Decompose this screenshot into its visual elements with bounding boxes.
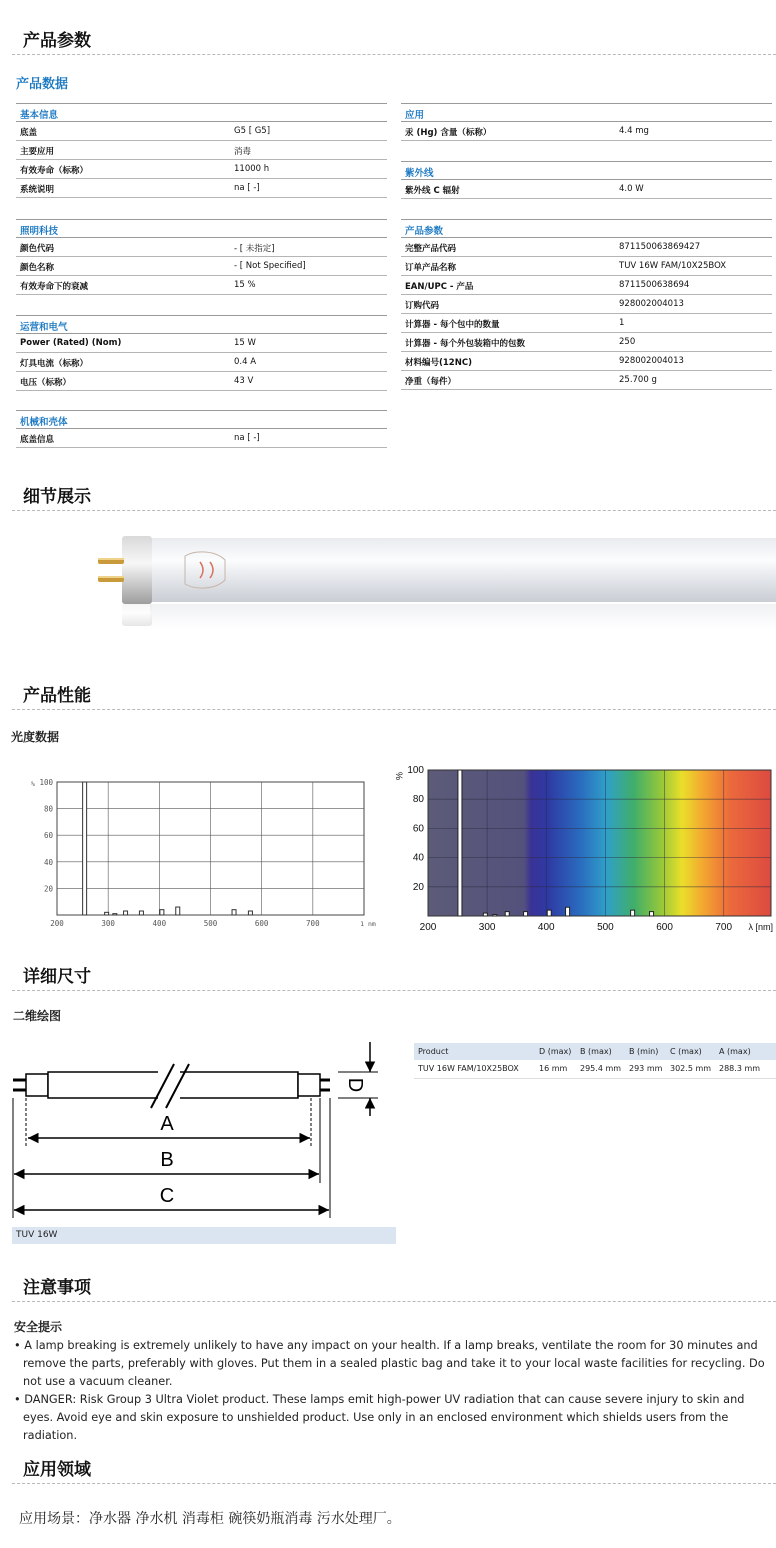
spectral-line-bar	[547, 910, 551, 916]
spec-row	[16, 429, 387, 448]
spectral-line-bar	[248, 911, 252, 915]
section-header-notice	[0, 1273, 776, 1303]
spec-key: 颜色代码	[20, 244, 55, 254]
spec-key: 灯具电流（标称）	[20, 359, 89, 369]
spectral-line-bar	[493, 915, 497, 916]
dashed-divider	[12, 1483, 776, 1484]
spec-row	[16, 141, 387, 160]
col-header: B (max)	[580, 1047, 612, 1056]
spec-key: 有效寿命下的衰减	[20, 282, 89, 292]
x-tick-label: 200	[50, 919, 64, 928]
section-title: 应用领域	[23, 1460, 91, 1480]
safety-notes	[14, 1337, 774, 1445]
col-header: B (min)	[629, 1047, 659, 1056]
spec-row	[16, 238, 387, 257]
dimension-table	[414, 1043, 776, 1079]
spec-value: 15 W	[234, 338, 256, 348]
spec-key: 材料编号(12NC)	[405, 358, 472, 368]
y-tick-label: 40	[43, 857, 53, 867]
spec-value: 8711500638694	[619, 280, 690, 290]
spec-row	[401, 295, 772, 314]
dimension-drawing	[8, 1038, 393, 1232]
spec-group	[401, 219, 772, 390]
spec-value: na [ -]	[234, 183, 260, 193]
photometric-title: 光度数据	[11, 730, 60, 744]
y-tick-label: 80	[43, 804, 53, 814]
spectral-line-bar	[176, 907, 180, 915]
spec-key: 底盖	[20, 128, 38, 138]
section-header-params	[0, 26, 776, 56]
y-tick-label: 20	[412, 881, 424, 893]
x-tick-label: 600	[254, 919, 269, 928]
x-tick-label: 300	[478, 922, 496, 933]
spec-value: 25.700 g	[619, 375, 657, 385]
x-tick-label: 200	[419, 922, 437, 933]
spec-key: 紫外线 C 辐射	[405, 186, 460, 196]
spec-key: Power (Rated) (Nom)	[20, 338, 122, 348]
spectral-line-bar	[232, 910, 236, 915]
cell: 16 mm	[539, 1064, 568, 1073]
spectral-line-bar	[124, 911, 128, 915]
y-tick-label: 60	[412, 823, 424, 835]
spec-value: na [ -]	[234, 433, 260, 443]
spec-key: 汞 (Hg) 含量（标称）	[405, 128, 492, 138]
spectral-line-bar	[113, 914, 117, 915]
y-tick-label: 20	[43, 884, 53, 894]
spec-row	[16, 122, 387, 141]
section-title: 注意事项	[23, 1278, 91, 1298]
spectrum-background	[428, 770, 771, 916]
spec-value: 4.4 mg	[619, 126, 649, 136]
spec-row	[16, 160, 387, 179]
spec-key: 净重（每件）	[405, 377, 457, 387]
spec-row	[16, 257, 387, 276]
spec-key: 完整产品代码	[405, 244, 457, 254]
product-data-title: 产品数据	[16, 77, 69, 92]
spec-row	[401, 257, 772, 276]
spec-group-title: 照明科技	[16, 219, 387, 238]
cell: TUV 16W FAM/10X25BOX	[418, 1064, 519, 1073]
col-header: C (max)	[670, 1047, 702, 1056]
section-header-dimensions	[0, 962, 776, 992]
spec-group	[16, 219, 387, 295]
spectrum-chart-mono	[10, 772, 376, 941]
x-tick-label: 700	[715, 922, 733, 933]
dim-label-b: B	[160, 1149, 174, 1171]
spec-value: 4.0 W	[619, 184, 644, 194]
spec-group	[16, 410, 387, 448]
spec-row	[16, 179, 387, 198]
drawing-title: 二维绘图	[13, 1009, 62, 1023]
dashed-divider	[12, 990, 776, 991]
spec-group-title: 产品参数	[401, 219, 772, 238]
section-header-performance	[0, 681, 776, 711]
spec-key: 订单产品名称	[405, 263, 457, 273]
spec-value: 1	[619, 318, 625, 328]
safety-item: • A lamp breaking is extremely unlikely to have any impact on your health. If a lamp breaks, ventilate the room for 30 minutes and remove the parts, preferably with gloves. Put them in a sealed plastic bag and take it to your local waste facilities for recycling. Do not use a vacuum cleaner.	[14, 1339, 765, 1388]
spectral-line-bar	[105, 912, 109, 915]
col-header: A (max)	[719, 1047, 751, 1056]
section-title: 产品性能	[23, 686, 91, 706]
x-tick-label: 400	[537, 922, 555, 933]
spec-group-title: 紫外线	[401, 161, 772, 180]
spec-value: 250	[619, 337, 636, 347]
spectral-line-bar	[483, 913, 487, 916]
dim-label-a: A	[160, 1113, 174, 1135]
spec-key: 颜色名称	[20, 263, 55, 273]
spec-value: 928002004013	[619, 299, 684, 309]
spec-value: G5 [ G5]	[234, 126, 271, 136]
spec-key: 计算器 - 每个外包装箱中的包数	[405, 339, 525, 349]
dim-label-d: D	[344, 1077, 366, 1093]
spectral-line-bar	[83, 782, 87, 915]
spec-row	[16, 334, 387, 353]
cell: 293 mm	[629, 1064, 663, 1073]
x-tick-label: 500	[203, 919, 218, 928]
section-header-detail	[0, 482, 776, 512]
col-header: Product	[418, 1047, 449, 1056]
spec-value: 0.4 A	[234, 357, 257, 367]
spec-value: TUV 16W FAM/10X25BOX	[619, 261, 727, 271]
spec-row	[16, 372, 387, 391]
spec-key: 电压（标称）	[20, 378, 72, 388]
spec-row	[16, 353, 387, 372]
spec-key: EAN/UPC - 产品	[405, 282, 474, 292]
x-axis-label: 1 nm	[360, 920, 376, 928]
y-tick-label: 60	[43, 831, 53, 841]
spec-value: 11000 h	[234, 164, 270, 174]
spec-row	[401, 352, 772, 371]
spectral-line-bar	[505, 912, 509, 916]
section-title: 产品参数	[23, 31, 91, 51]
spec-key: 计算器 - 每个包中的数量	[405, 320, 500, 330]
spectral-line-bar	[160, 910, 164, 915]
y-unit-label: %	[31, 780, 35, 788]
spectral-line-bar	[139, 911, 143, 915]
spec-row	[401, 238, 772, 257]
spectral-line-bar	[524, 912, 528, 916]
spec-row	[401, 122, 772, 141]
spec-key: 主要应用	[20, 147, 55, 157]
spec-group-title: 应用	[401, 103, 772, 122]
spec-group	[16, 103, 387, 198]
spectral-line-bar	[631, 910, 635, 916]
lamp-tube-image	[90, 530, 776, 640]
x-tick-label: 400	[152, 919, 167, 928]
spec-group	[16, 315, 387, 391]
spec-row	[401, 333, 772, 352]
spec-value: 15 %	[234, 280, 256, 290]
x-tick-label: 700	[306, 919, 320, 928]
spec-group	[401, 161, 772, 199]
cell: 302.5 mm	[670, 1064, 712, 1073]
tuv-label-bar: TUV 16W	[12, 1227, 396, 1244]
spec-key: 有效寿命（标称）	[20, 166, 89, 176]
x-tick-label: 600	[656, 922, 673, 933]
section-title: 详细尺寸	[23, 967, 91, 987]
cell: 295.4 mm	[580, 1064, 622, 1073]
table-row	[414, 1060, 776, 1079]
y-tick-label: 40	[412, 852, 424, 864]
spec-value: - [ Not Specified]	[234, 261, 306, 271]
spec-row	[16, 276, 387, 295]
dashed-divider	[12, 54, 776, 55]
spec-key: 订购代码	[405, 301, 440, 311]
dim-label-c: C	[159, 1185, 175, 1207]
spectrum-chart-color	[385, 760, 775, 944]
section-header-application	[0, 1455, 776, 1485]
dashed-divider	[12, 510, 776, 511]
spectral-line-bar	[458, 770, 462, 916]
spec-value: - [ 未指定]	[234, 244, 275, 254]
y-tick-label: 100	[407, 765, 424, 776]
col-header: D (max)	[539, 1047, 572, 1056]
dashed-divider	[12, 1301, 776, 1302]
spec-key: 系统说明	[20, 185, 55, 195]
dimension-table-header	[414, 1043, 776, 1060]
spec-group	[401, 103, 772, 141]
spec-row	[401, 314, 772, 333]
safety-item: • DANGER: Risk Group 3 Ultra Violet product. These lamps emit high-power UV radiation that can cause severe injury to skin and eyes. Avoid eye and skin exposure to unshielded product. Use only in an enclosed environment which shields users from the radiation.	[14, 1393, 745, 1442]
y-tick-label: 80	[412, 794, 424, 806]
x-axis-label: λ [nm]	[748, 922, 773, 932]
x-tick-label: 300	[101, 919, 115, 928]
spec-value: 871150063869427	[619, 242, 701, 252]
spec-key: 底盖信息	[20, 435, 55, 445]
x-tick-label: 500	[597, 922, 614, 933]
spec-group-title: 机械和壳体	[16, 410, 387, 429]
spectral-line-bar	[566, 907, 570, 916]
dashed-divider	[12, 709, 776, 710]
spec-row	[401, 276, 772, 295]
section-title: 细节展示	[23, 487, 91, 507]
spectral-line-bar	[650, 912, 654, 916]
spec-value: 43 V	[234, 376, 254, 386]
cell: 288.3 mm	[719, 1064, 761, 1073]
safety-title: 安全提示	[14, 1320, 63, 1334]
y-tick-label: 100	[39, 778, 53, 787]
spec-row	[401, 371, 772, 390]
spec-group-title: 运营和电气	[16, 315, 387, 334]
spec-group-title: 基本信息	[16, 103, 387, 122]
spec-row	[401, 180, 772, 199]
spec-value: 消毒	[234, 147, 252, 157]
y-unit-label: %	[394, 772, 404, 781]
application-text: 应用场景：净水器 净水机 消毒柜 碗筷奶瓶消毒 污水处理厂。	[19, 1511, 401, 1527]
spec-value: 928002004013	[619, 356, 684, 366]
